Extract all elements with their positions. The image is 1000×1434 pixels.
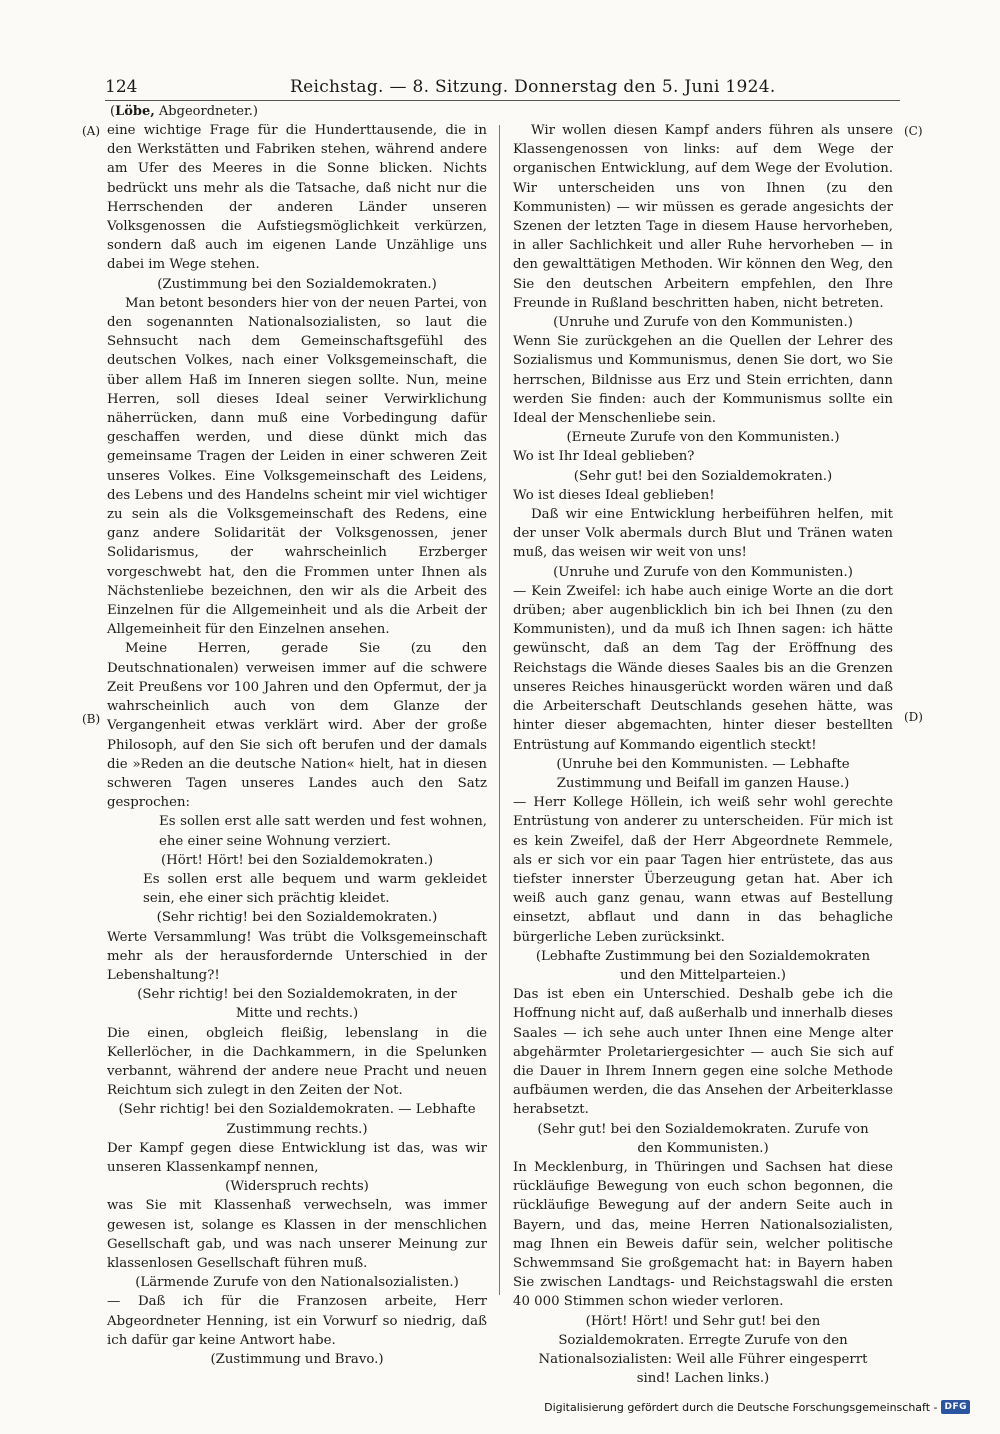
stage-direction: (Unruhe und Zurufe von den Kommunisten.) — [553, 564, 853, 580]
stage-direction: (Sehr richtig! bei den Sozialdemokraten. — Lebhafte Zustimmung rechts.) — [118, 1102, 476, 1137]
running-title: Reichstag. — 8. Sitzung. Donnerstag den 5. Juni 1924. — [290, 77, 776, 97]
stage-direction: (Zustimmung bei den Sozialdemokraten.) — [157, 276, 437, 292]
quotation: Es sollen erst alle satt werden und fest wohnen, ehe einer seine Wohnung verziert. — [159, 814, 487, 849]
right-column — [513, 121, 893, 1388]
dfg-logo: DFG — [941, 1400, 970, 1414]
running-header — [105, 74, 900, 101]
stage-direction: (Sehr richtig! bei den Sozialdemokraten.) — [156, 910, 438, 926]
stage-direction: (Hört! Hört! bei den Sozialdemokraten.) — [160, 852, 434, 868]
stage-direction: (Lärmende Zurufe von den Nationalsozialisten.) — [135, 1275, 459, 1291]
paragraph: was Sie mit Klassenhaß verwechseln, was immer gewesen ist, solange es Klassen in der menschlichen Gesellschaft gab, und was nach unserer Meinung zur klassenlosen Gesellschaft führen muß. — [107, 1198, 487, 1271]
stage-direction: (Zustimmung und Bravo.) — [210, 1352, 384, 1367]
stage-direction: (Unruhe bei den Kommunisten. — Lebhafte Zustimmung und Beifall im ganzen Hause.) — [556, 756, 850, 791]
paragraph: eine wichtige Frage für die Hunderttausende, die in den Werkstätten und Fabriken stehen, während andere am Ufer des Meeres in die Sonne blicken. Nichts bedrückt uns mehr als die Tatsache, daß nicht nur die Herrschenden der anderen Länder unseren Volksgenossen die Aufstiegsmöglichkeit verkürzen, sondern daß auch im eigenen Lande Unzählige uns dabei im Wege stehen. — [107, 123, 487, 273]
paragraph: Man betont besonders hier von der neuen Partei, von den sogenannten Nationalsozialisten, so laut die Sehnsucht nach dem Gemeinschaftsgefühl des deutschen Volkes, nach einer Volksgemeinschaft, die über allem Haß im Inneren siegen sollte. Nun, meine Herren, soll dieses Ideal seiner Verwirklichung näherrücken, dann muß eine Vorbedingung dafür geschaffen werden, und diese dünkt mich das gemeinsame Tragen der Leiden in einer schweren Zeit unseres Volkes. Eine Volksgemeinschaft des Leidens, des Lebens und des Handelns scheint mir viel wichtiger zu sein als die Volksgemeinschaft des Redens, eine ganz andere Solidarität der Volksgenossen, jener Solidarismus, der wahrscheinlich Erzberger vorgeschwebt hat, den die Frommen unter Ihnen als Nächstenliebe bezeichnen, den wir als die Arbeit des Einzelnen für die Allgemeinheit und als die Arbeit der Allgemeinheit für den Einzelnen ansehen. — [107, 295, 487, 638]
column-divider — [499, 125, 500, 1295]
paragraph: Werte Versammlung! Was trübt die Volksgemeinschaft mehr als der herausfordernde Unterschied in der Lebenshaltung?! — [107, 929, 487, 983]
digitization-credit — [544, 1400, 970, 1414]
page-number: 124 — [105, 77, 138, 97]
left-column — [107, 121, 487, 1369]
stage-direction: (Lebhafte Zustimmung bei den Sozialdemokraten und den Mittelparteien.) — [535, 948, 871, 983]
stage-direction: (Widerspruch rechts) — [225, 1179, 369, 1195]
paragraph: Der Kampf gegen diese Entwicklung ist das, was wir unseren Klassenkampf nennen, — [107, 1140, 487, 1175]
paragraph: — Daß ich für die Franzosen arbeite, Herr Abgeordneter Henning, ist ein Vorwurf so niedrig, daß ich dafür gar keine Antwort habe. — [107, 1294, 487, 1348]
margin-marker-c: (C) — [904, 124, 923, 138]
paragraph: — Herr Kollege Höllein, ich weiß sehr wohl gerechte Entrüstung von anderer zu unterscheiden. Für mich ist es kein Zweifel, daß der Herr Abgeordnete Remmele, als er sich vor ein paar Tagen hier entrüstete, das aus tiefster innerster Überzeugung getan hat. Aber ich weiß auch ganz genau, wann etwas auf Bestellung einsetzt, abflaut und dann in das behagliche bürgerliche Leben zurücksinkt. — [513, 795, 893, 945]
stage-direction: (Sehr gut! bei den Sozialdemokraten.) — [573, 468, 833, 484]
paragraph: In Mecklenburg, in Thüringen und Sachsen hat diese rückläufige Bewegung von euch schon begonnen, die rückläufige Bewegung auf der andern Seite auch in Bayern, und das, meine Herren Nationalsozialisten, mag Ihnen ein Beweis dafür sein, welcher politische Schwemmsand Sie großgemacht hat: in Bayern haben Sie zwischen Landtags- und Reichstagswahl die ersten 40 000 Stimmen schon wieder verloren. — [513, 1159, 893, 1310]
stage-direction: (Unruhe und Zurufe von den Kommunisten.) — [553, 315, 853, 331]
margin-marker-d: (D) — [904, 710, 923, 724]
speaker-role: Abgeordneter.) — [158, 104, 258, 119]
stage-direction: (Hört! Hört! und Sehr gut! bei den Sozialdemokraten. Erregte Zurufe von den Nationalsozialisten: Weil alle Führer eingesperrt sind! Lachen links.) — [538, 1313, 868, 1387]
paragraph: Meine Herren, gerade Sie (zu den Deutschnationalen) verweisen immer auf die schwere Zeit Preußens vor 100 Jahren und den Opfermut, der ja wahrscheinlich auch von dem Glanze der Vergangenheit etwas verklärt wird. Aber der große Philosoph, auf den Sie sich oft berufen und der damals die »Reden an die deutsche Nation« hielt, hat in diesen schweren Tagen unseres Landes auch den Satz gesprochen: — [107, 641, 487, 811]
speaker-line: (Löbe, Abgeordneter.) — [110, 104, 258, 119]
paragraph: Wenn Sie zurückgehen an die Quellen der Lehrer des Sozialismus und Kommunismus, denen Sie dort, wo Sie herrschen, Bildnisse aus Erz und Stein errichten, dann werden Sie finden: auch der Kommunismus sollte ein Ideal der Menschenliebe sein. — [513, 334, 893, 427]
margin-marker-b: (B) — [82, 712, 101, 726]
paragraph: Wo ist Ihr Ideal geblieben? — [513, 449, 695, 465]
paragraph: Daß wir eine Entwicklung herbeiführen helfen, mit der unser Volk abermals durch Blut und Tränen waten muß, das weisen wir weit von uns! — [513, 507, 893, 561]
paragraph: Das ist eben ein Unterschied. Deshalb gebe ich die Hoffnung nicht auf, daß außerhalb und innerhalb dieses Saales — ich sehe auch unter Ihnen eine Menge alter abgehärmter Proletariergesichter — auch Sie sich auf die Dauer in Ihrem Innern gegen eine solche Methode aufbäumen werden, die das Ansehen der Arbeiterklasse herabsetzt. — [513, 987, 893, 1118]
quotation: Es sollen erst alle bequem und warm gekleidet sein, ehe einer sich prächtig kleidet. — [143, 871, 487, 907]
stage-direction: (Sehr richtig! bei den Sozialdemokraten, in der Mitte und rechts.) — [137, 987, 457, 1022]
stage-direction: (Erneute Zurufe von den Kommunisten.) — [566, 430, 840, 446]
credit-text: Digitalisierung gefördert durch die Deutsche Forschungsgemeinschaft - — [544, 1400, 938, 1414]
stage-direction: (Sehr gut! bei den Sozialdemokraten. Zurufe von den Kommunisten.) — [537, 1121, 869, 1156]
paragraph: — Kein Zweifel: ich habe auch einige Worte an die dort drüben; aber augenblicklich bin ich bei Ihnen (zu den Kommunisten), und da muß ich Ihnen sagen: ich hätte gewünscht, daß an dem Tag der Eröffnung des Reichstags die Wände dieses Saales bis an die Grenzen unseres Reiches hinausgerückt worden wären und daß die Arbeiterschaft Deutschlands gesehen hätte, was hinter dieser abgemachten, hinter dieser bestellten Entrüstung auf Kommando eigentlich steckt! — [513, 583, 893, 753]
paragraph: Wo ist dieses Ideal geblieben! — [513, 487, 715, 503]
margin-marker-a: (A) — [82, 124, 101, 138]
paragraph: Wir wollen diesen Kampf anders führen als unsere Klassengenossen von links: auf dem Wege der organischen Entwicklung, auf dem Wege der Evolution. Wir unterscheiden uns von Ihnen (zu den Kommunisten) — wir müssen es gerade angesichts der Szenen der letzten Tage in diesem Hause hervorheben, in aller Sachlichkeit und aller Ruhe hervorheben — in den gewalttätigen Methoden. Wir können den Weg, den Sie den deutschen Arbeitern empfehlen, den Ihre Freunde in Rußland beschritten haben, nicht betreten. — [513, 123, 893, 311]
speaker-name: Löbe, — [115, 104, 155, 119]
paragraph: Die einen, obgleich fleißig, lebenslang in die Kellerlöcher, in die Dachkammern, in die Spelunken verbannt, während der andere neue Pracht und neuen Reichtum sich zulegt in den Zeiten der Not. — [107, 1025, 487, 1099]
